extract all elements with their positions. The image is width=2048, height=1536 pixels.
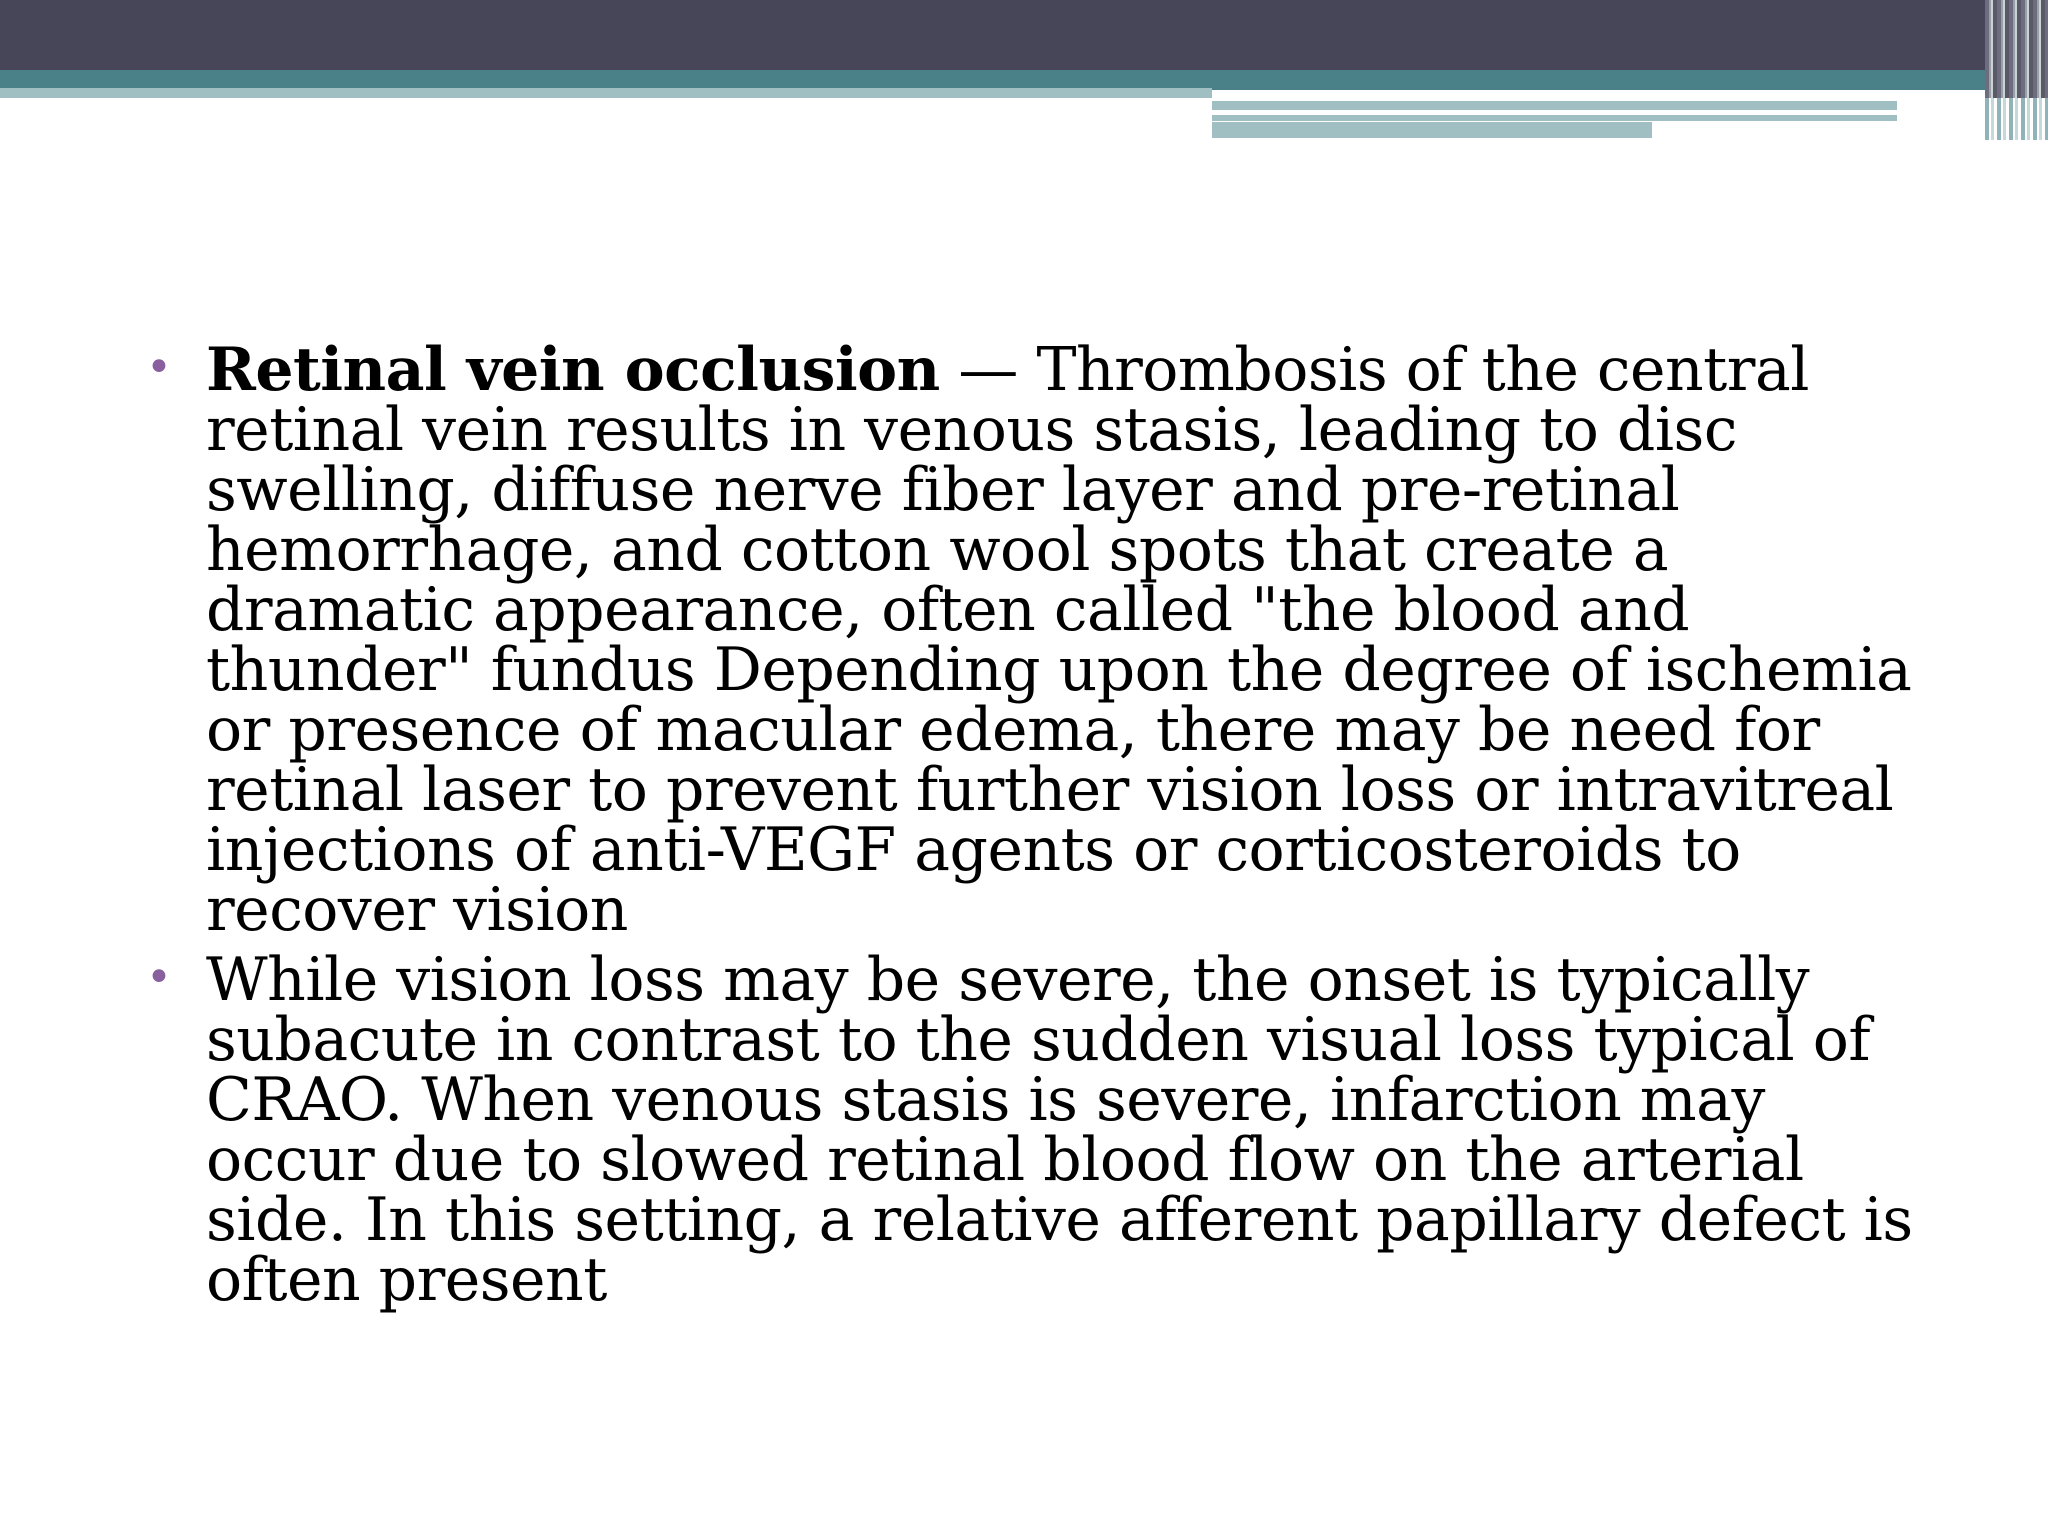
bullet-text: — Thrombosis of the central retinal vein results in venous stasis, leading to disc swelling, diffuse nerve fiber layer and pre-retinal hemorrhage, and cotton wool spots that create a dramatic appearance, often called "the blood and thunder" fundus Depending upon the degree of ischemia or presence of macular edema, there may be need for retinal laser to prevent further vision loss or intravitreal injections of anti-VEGF agents or corticosteroids to recover vision (206, 335, 1912, 945)
header-stripe-lower (1212, 122, 1652, 138)
bullet-icon: • (146, 952, 172, 1003)
slide-content (140, 335, 1950, 1320)
header-stripe-divider (1212, 110, 1897, 115)
bullet-icon: • (146, 342, 172, 393)
bullet-text: While vision loss may be severe, the onset is typically subacute in contrast to the sudden visual loss typical of CRAO. When venous stasis is severe, infarction may occur due to slowed retinal blood flow on the arterial side. In this setting, a relative afferent papillary defect is often present (206, 945, 1913, 1315)
header-bar-teal (0, 70, 2048, 90)
bullet-term: Retinal vein occlusion (206, 335, 940, 405)
header-bar-dark (0, 0, 2048, 70)
bullet-item-vision-loss (140, 945, 1950, 1315)
bullet-item-retinal-vein-occlusion (140, 335, 1950, 945)
header-edge-lines-lower (1985, 98, 2048, 140)
header-stripe-left (0, 88, 1212, 98)
bullet-list (140, 335, 1950, 1315)
